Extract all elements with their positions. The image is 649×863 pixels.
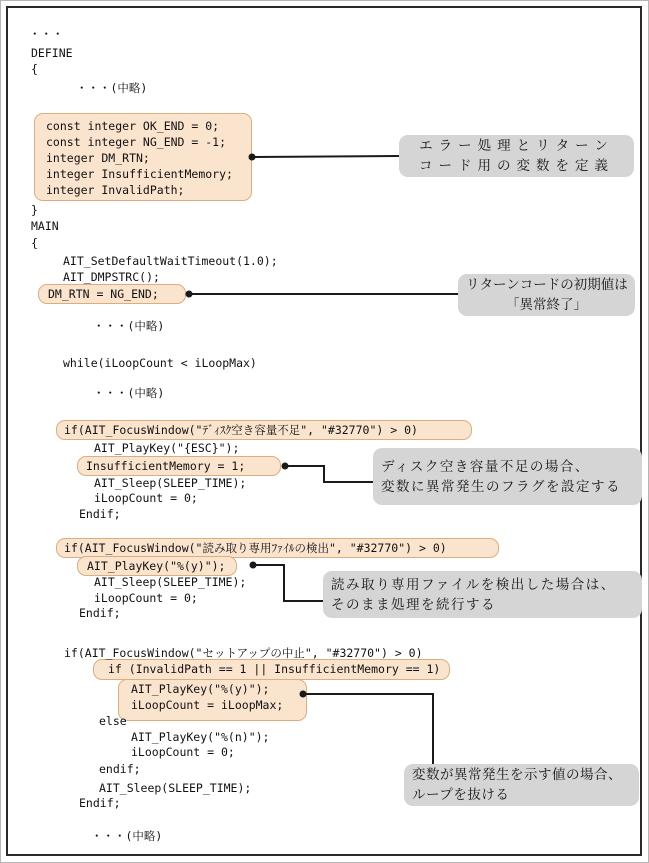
code-line: ・・・(中略) <box>91 829 163 843</box>
callout-line: リターンコードの初期値は <box>466 277 628 292</box>
callout-line: 変数に異常発生のフラグを設定する <box>381 478 621 494</box>
annotation-callout <box>458 274 635 316</box>
callout-line: ループを抜ける <box>412 787 510 802</box>
code-line: integer InvalidPath; <box>46 183 185 197</box>
connector-dot <box>249 154 256 161</box>
connector-dot <box>300 691 307 698</box>
callout-line: そのまま処理を続行する <box>331 596 496 612</box>
code-line: Endif; <box>79 796 121 810</box>
callout-connector <box>300 691 434 765</box>
callout-connector <box>250 562 324 602</box>
code-line: iLoopCount = 0; <box>94 491 198 505</box>
code-line: integer InsufficientMemory; <box>46 167 233 181</box>
code-line: ・・・ <box>29 27 64 41</box>
code-line: DM_RTN = NG_END; <box>48 287 159 301</box>
code-line: AIT_Sleep(SLEEP_TIME); <box>94 476 247 490</box>
code-line: iLoopCount = 0; <box>94 591 198 605</box>
callout-connector <box>186 291 459 298</box>
code-line: DEFINE <box>31 46 73 60</box>
code-line: iLoopCount = iLoopMax; <box>131 698 284 712</box>
callout-connector <box>249 154 400 161</box>
code-line: InsufficientMemory = 1; <box>86 459 246 473</box>
code-line: ・・・(中略) <box>93 386 165 400</box>
callout-line: エラー処理とリターン <box>419 138 614 153</box>
connector-dot <box>282 463 289 470</box>
code-line: } <box>31 203 38 217</box>
callout-connector <box>282 463 374 483</box>
annotation-callout <box>399 135 634 177</box>
connector-dot <box>250 562 257 569</box>
annotation-callout <box>404 764 639 806</box>
code-line: AIT_SetDefaultWaitTimeout(1.0); <box>63 254 278 268</box>
annotation-callout <box>373 448 642 505</box>
callout-line: 「異常終了」 <box>506 297 587 312</box>
code-line: Endif; <box>79 606 121 620</box>
code-line: if(AIT_FocusWindow("読み取り専用ﾌｧｲﾙの検出", "#32770") > 0) <box>64 541 447 555</box>
code-line: { <box>31 62 38 76</box>
code-line: AIT_DMPSTRC(); <box>63 270 160 284</box>
code-line: ・・・(中略) <box>76 81 148 95</box>
code-line: AIT_PlayKey("%(y)"); <box>131 682 270 696</box>
code-line: if (InvalidPath == 1 || InsufficientMemory == 1) <box>108 662 441 676</box>
code-line: while(iLoopCount < iLoopMax) <box>63 356 257 370</box>
code-line: AIT_PlayKey("{ESC}"); <box>94 441 240 455</box>
code-line: else <box>99 714 127 728</box>
code-line: integer DM_RTN; <box>46 151 150 165</box>
callout-line: ディスク空き容量不足の場合、 <box>381 458 590 474</box>
code-line: iLoopCount = 0; <box>131 745 235 759</box>
connector-dot <box>186 291 193 298</box>
code-line: AIT_PlayKey("%(y)"); <box>87 559 226 573</box>
code-line: AIT_PlayKey("%(n)"); <box>131 730 270 744</box>
code-line: if(AIT_FocusWindow("セットアップの中止", "#32770") > 0) <box>64 646 423 660</box>
code-line: ・・・(中略) <box>93 319 165 333</box>
code-line: AIT_Sleep(SLEEP_TIME); <box>99 781 252 795</box>
code-line: endif; <box>99 762 141 776</box>
code-line: MAIN <box>31 219 59 233</box>
code-line: Endif; <box>79 507 121 521</box>
code-line: const integer OK_END = 0; <box>46 119 220 133</box>
code-line: const integer NG_END = -1; <box>46 135 227 149</box>
callout-line: コード用の変数を定義 <box>419 158 614 173</box>
code-line: AIT_Sleep(SLEEP_TIME); <box>94 575 247 589</box>
callout-line: 変数が異常発生を示す値の場合、 <box>412 767 622 782</box>
code-line: { <box>31 236 38 250</box>
annotation-callout <box>323 571 642 618</box>
callout-line: 読み取り専用ファイルを検出した場合は、 <box>331 576 616 592</box>
code-line: if(AIT_FocusWindow("ﾃﾞｨｽｸ空き容量不足", "#32770") > 0) <box>64 423 418 437</box>
